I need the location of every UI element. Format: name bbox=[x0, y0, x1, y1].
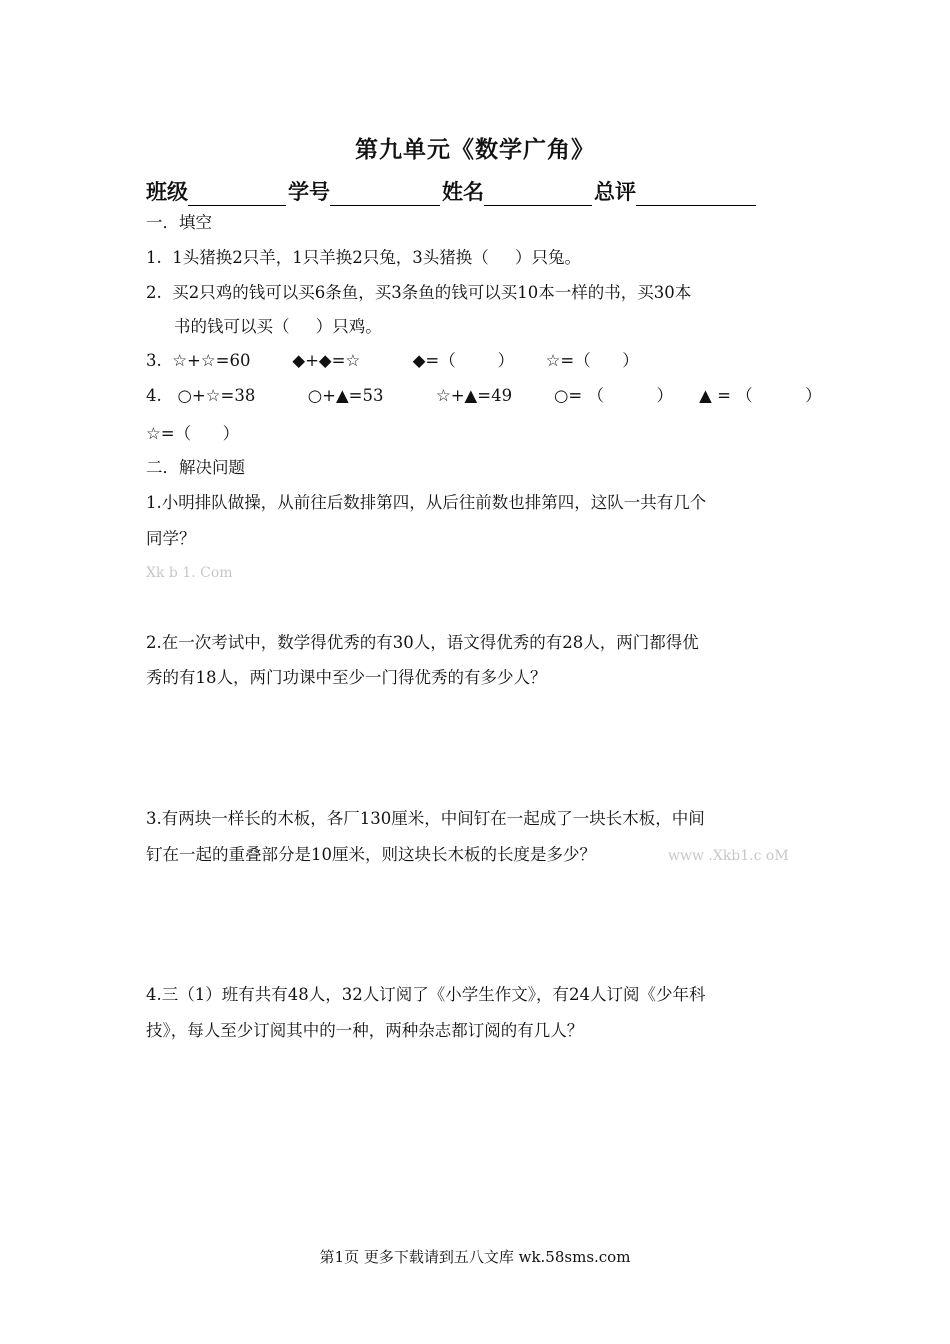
class-blank[interactable] bbox=[188, 183, 286, 206]
problem-2-line2: 秀的有18人，两门功课中至少一门得优秀的有多少人？ bbox=[146, 668, 547, 687]
name-label: 姓名 bbox=[442, 180, 484, 204]
problem-2-line1: 2.在一次考试中，数学得优秀的有30人，语文得优秀的有28人，两门都得优 bbox=[146, 633, 699, 652]
score-label: 总评 bbox=[594, 180, 636, 204]
section-fill-blank-heading: 一．填空 bbox=[146, 213, 212, 232]
fill-question-4: 4. ○+☆=38 ○+▲=53 ☆+▲=49 ○= （ ） ▲ = （ ） bbox=[146, 386, 822, 405]
watermark-text: Xk b 1. Com bbox=[146, 565, 233, 581]
page-title: 第九单元《数学广角》 bbox=[355, 137, 595, 163]
section-problems-heading: 二．解决问题 bbox=[146, 458, 245, 477]
score-blank[interactable] bbox=[636, 183, 756, 206]
number-label: 学号 bbox=[288, 180, 330, 204]
fill-question-2-line2: 书的钱可以买（ ）只鸡。 bbox=[174, 317, 382, 336]
watermark-text: www .Xkb1.c oM bbox=[668, 848, 789, 864]
student-info-row bbox=[146, 176, 758, 206]
problem-3-line2: 钉在一起的重叠部分是10厘米，则这块长木板的长度是多少？ bbox=[146, 845, 596, 864]
fill-question-1: 1. 1头猪换2只羊，1只羊换2只兔，3头猪换（ ）只兔。 bbox=[146, 248, 581, 267]
fill-question-3: 3. ☆+☆=60 ◆+◆=☆ ◆=（ ） ☆=（ ） bbox=[146, 351, 639, 370]
problem-1-line2: 同学？ bbox=[146, 529, 196, 548]
page-footer: 第1页 更多下载请到五八文库 wk.58sms.com bbox=[319, 1248, 631, 1266]
fill-question-4-cont: ☆=（ ） bbox=[146, 424, 240, 443]
number-blank[interactable] bbox=[330, 183, 440, 206]
problem-4-line2: 技》，每人至少订阅其中的一种，两种杂志都订阅的有几人？ bbox=[146, 1021, 584, 1040]
fill-question-2-line1: 2. 买2只鸡的钱可以买6条鱼，买3条鱼的钱可以买10本一样的书，买30本 bbox=[146, 283, 692, 302]
problem-4-line1: 4.三（1）班有共有48人，32人订阅了《小学生作文》，有24人订阅《少年科 bbox=[146, 985, 706, 1004]
name-blank[interactable] bbox=[484, 183, 592, 206]
class-label: 班级 bbox=[146, 180, 188, 204]
problem-3-line1: 3.有两块一样长的木板，各厂130厘米，中间钉在一起成了一块长木板，中间 bbox=[146, 809, 705, 828]
problem-1-line1: 1.小明排队做操，从前往后数排第四，从后往前数也排第四，这队一共有几个 bbox=[146, 493, 707, 512]
